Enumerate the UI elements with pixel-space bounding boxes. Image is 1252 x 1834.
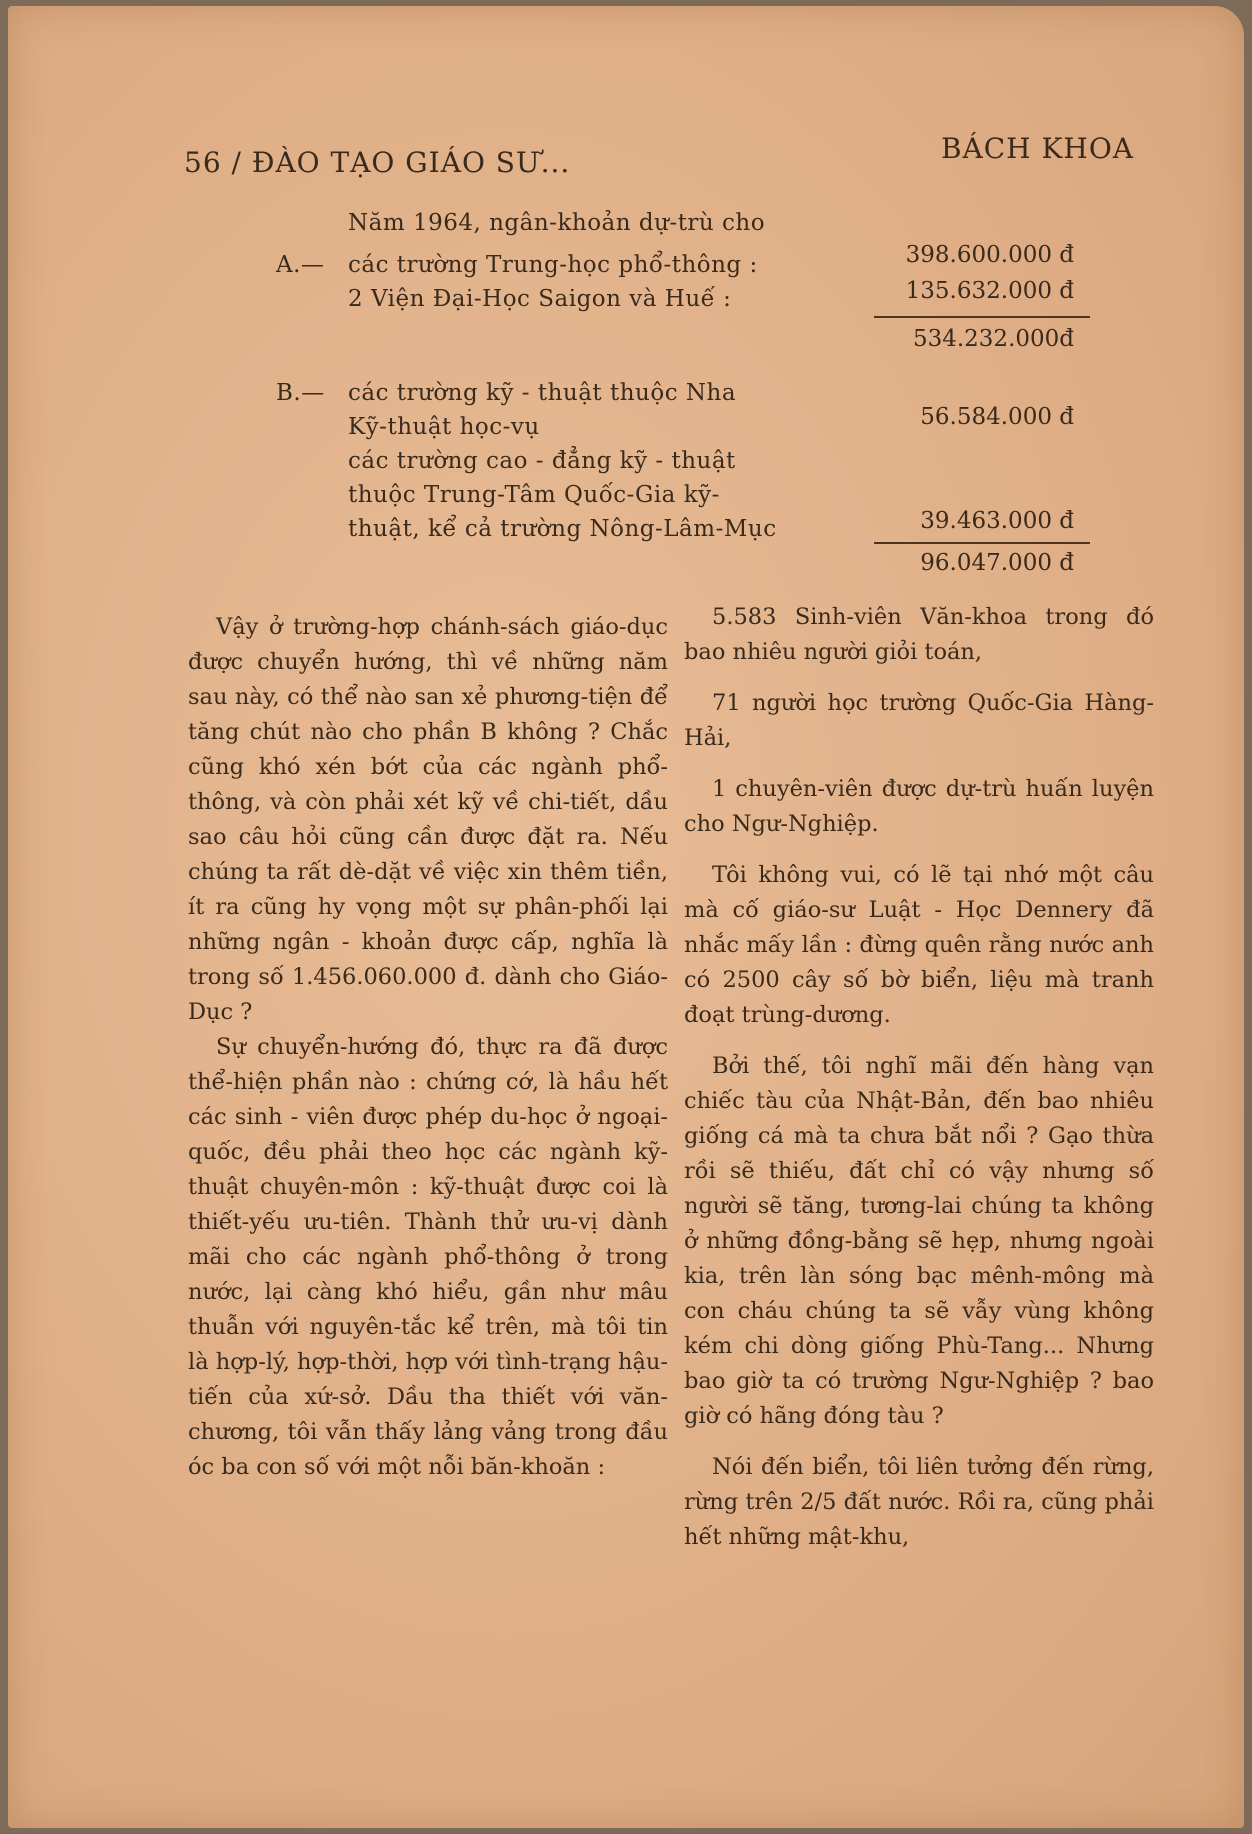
section-b-line-3: các trường cao - đẳng kỹ - thuật bbox=[348, 448, 736, 474]
section-b-line-5: thuật, kể cả trường Nông-Lâm-Mục bbox=[348, 516, 777, 542]
section-b-line-2: Kỹ-thuật học-vụ bbox=[348, 414, 540, 440]
section-a-line-2: 2 Viện Đại-Học Saigon và Huế : bbox=[348, 286, 732, 312]
left-column bbox=[188, 610, 668, 1485]
section-b-amount-1: 56.584.000 đ bbox=[920, 404, 1074, 430]
section-a-amount-2: 135.632.000 đ bbox=[905, 278, 1074, 304]
right-paragraph-3: 1 chuyên-viên được dự-trù huấn luyện cho Ngư-Nghiệp. bbox=[684, 776, 1154, 837]
right-paragraph-4: Tôi không vui, có lẽ tại nhớ một câu mà cố giáo-sư Luật - Học Dennery đã nhắc mấy lần : đừng quên rằng nước anh có 2500 cây số bờ biển, liệu mà tranh đoạt trùng-dương. bbox=[684, 862, 1154, 1028]
left-paragraph-2: Sự chuyển-hướng đó, thực ra đã được thể-hiện phần nào : chứng cớ, là hầu hết các sinh - viên được phép du-học ở ngoại-quốc, đều phải theo học các ngành kỹ-thuật chuyên-môn : kỹ-thuật được coi là thiết-yếu ưu-tiên. Thành thử ưu-vị dành mãi cho các ngành phổ-thông ở trong nước, lại càng khó hiểu, gần như mâu thuẫn với nguyên-tắc kể trên, mà tôi tin là hợp-lý, hợp-thời, hợp với tình-trạng hậu-tiến của xứ-sở. Dầu tha thiết với văn-chương, tôi vẫn thấy lảng vảng trong đầu óc ba con số với một nỗi băn-khoăn : bbox=[188, 1034, 668, 1480]
section-b-amount-2: 39.463.000 đ bbox=[920, 508, 1074, 534]
right-column bbox=[684, 600, 1154, 1555]
section-b-total: 96.047.000 đ bbox=[920, 550, 1074, 576]
left-paragraph-1: Vậy ở trường-hợp chánh-sách giáo-dục được chuyển hướng, thì về những năm sau này, có thể nào san xẻ phương-tiện để tăng chút nào cho phần B không ? Chắc cũng khó xén bớt của các ngành phổ-thông, và còn phải xét kỹ về chi-tiết, dầu sao câu hỏi cũng cần được đặt ra. Nếu chúng ta rất dè-dặt về việc xin thêm tiền, ít ra cũng hy vọng một sự phân-phối lại những ngân - khoản được cấp, nghĩa là trong số 1.456.060.000 đ. dành cho Giáo-Dục ? bbox=[188, 614, 668, 1025]
right-paragraph-1: 5.583 Sinh-viên Văn-khoa trong đó bao nhiêu người giỏi toán, bbox=[684, 604, 1154, 665]
right-paragraph-2: 71 người học trường Quốc-Gia Hàng-Hải, bbox=[684, 690, 1154, 751]
right-paragraph-6: Nói đến biển, tôi liên tưởng đến rừng, rừng trên 2/5 đất nước. Rồi ra, cũng phải hết những mật-khu, bbox=[684, 1454, 1154, 1550]
section-a-line-1: các trường Trung-học phổ-thông : bbox=[348, 252, 758, 278]
budget-intro: Năm 1964, ngân-khoản dự-trù cho bbox=[348, 210, 766, 236]
section-a-amount-1: 398.600.000 đ bbox=[905, 242, 1074, 268]
document-page bbox=[8, 6, 1244, 1828]
running-header-right: BÁCH KHOA bbox=[940, 132, 1134, 165]
section-b-total-rule bbox=[874, 542, 1090, 544]
section-a-label: A.— bbox=[276, 252, 325, 278]
section-b-label: B.— bbox=[276, 380, 325, 406]
section-b-line-4: thuộc Trung-Tâm Quốc-Gia kỹ- bbox=[348, 482, 720, 508]
running-header-left: 56 / ĐÀO TẠO GIÁO SƯ... bbox=[184, 146, 571, 179]
right-paragraph-5: Bởi thế, tôi nghĩ mãi đến hàng vạn chiếc tàu của Nhật-Bản, đến bao nhiêu giống cá mà ta chưa bắt nổi ? Gạo thừa rồi sẽ thiếu, đất chỉ có vậy nhưng số người sẽ tăng, tương-lai chúng ta không ở những đồng-bằng sẽ hẹp, nhưng ngoài kia, trên làn sóng bạc mênh-mông mà con cháu chúng ta sẽ vẫy vùng không kém chi dòng giống Phù-Tang... Nhưng bao giờ ta có trường Ngư-Nghiệp ? bao giờ có hãng đóng tàu ? bbox=[684, 1053, 1154, 1429]
section-a-total: 534.232.000đ bbox=[912, 326, 1074, 352]
section-b-line-1: các trường kỹ - thuật thuộc Nha bbox=[348, 380, 737, 406]
section-a-total-rule bbox=[874, 316, 1090, 318]
